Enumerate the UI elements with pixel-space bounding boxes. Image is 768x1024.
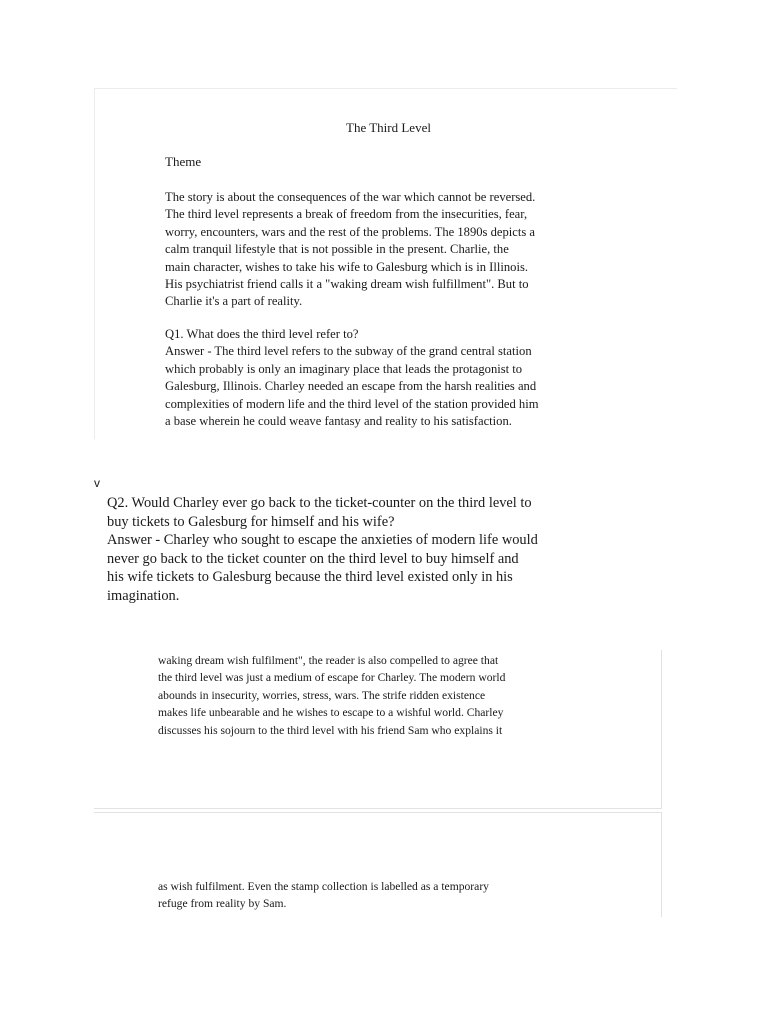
text-line: discusses his sojourn to the third level with his friend Sam who explains it — [158, 723, 503, 737]
text-line: Charlie it's a part of reality. — [165, 294, 303, 309]
document-page-q2 — [107, 494, 627, 606]
text-line: complexities of modern life and the third level of the station provided him — [165, 396, 539, 411]
excerpt-paragraph — [158, 652, 598, 739]
q2-answer-line: Answer - Charley who sought to escape the anxieties of modern life would — [107, 532, 538, 549]
text-line: calm tranquil lifestyle that is not possible in the present. Charlie, the — [165, 242, 509, 257]
q2-question-line: Q2. Would Charley ever go back to the ticket-counter on the third level to — [107, 495, 532, 511]
text-line: The third level represents a break of freedom from the insecurities, fear, — [165, 207, 528, 222]
q2-answer-line: imagination. — [107, 587, 180, 604]
q2-answer-line: his wife tickets to Galesburg because the third level existed only in his — [107, 569, 513, 586]
q1-block — [165, 326, 629, 430]
text-line: refuge from reality by Sam. — [158, 897, 287, 911]
theme-paragraph — [165, 189, 629, 311]
stray-mark: v — [94, 476, 100, 490]
text-line: a base wherein he could weave fantasy and reality to his satisfaction. — [165, 414, 512, 429]
text-line: worry, encounters, wars and the rest of the problems. The 1890s depicts a — [165, 224, 536, 239]
section-heading-theme: Theme — [165, 154, 202, 169]
text-line: main character, wishes to take his wife to Galesburg which is in Illinois. — [165, 259, 528, 274]
text-line: Answer - The third level refers to the subway of the grand central station — [165, 344, 532, 359]
q2-question-line: buy tickets to Galesburg for himself and his wife? — [107, 513, 395, 530]
document-page-theme — [94, 88, 677, 439]
document-page-continuation — [94, 812, 662, 917]
continuation-paragraph — [158, 878, 598, 913]
text-line: The story is about the consequences of the war which cannot be reversed. — [165, 190, 536, 204]
text-line: waking dream wish fulfilment", the reader is also compelled to agree that — [158, 654, 499, 667]
text-line: abounds in insecurity, worries, stress, wars. The strife ridden existence — [158, 688, 486, 702]
q1-question: Q1. What does the third level refer to? — [165, 327, 359, 341]
document-title: The Third Level — [346, 120, 431, 135]
text-line: as wish fulfilment. Even the stamp collection is labelled as a temporary — [158, 880, 489, 893]
document-page-excerpt — [94, 650, 662, 809]
text-line: makes life unbearable and he wishes to escape to a wishful world. Charley — [158, 706, 504, 720]
text-line: which probably is only an imaginary place that leads the protagonist to — [165, 361, 523, 376]
q2-answer-line: never go back to the ticket counter on the third level to buy himself and — [107, 550, 519, 567]
text-line: His psychiatrist friend calls it a "waking dream wish fulfillment". But to — [165, 277, 529, 292]
text-line: Galesburg, Illinois. Charley needed an escape from the harsh realities and — [165, 379, 537, 394]
text-line: the third level was just a medium of escape for Charley. The modern world — [158, 671, 506, 685]
